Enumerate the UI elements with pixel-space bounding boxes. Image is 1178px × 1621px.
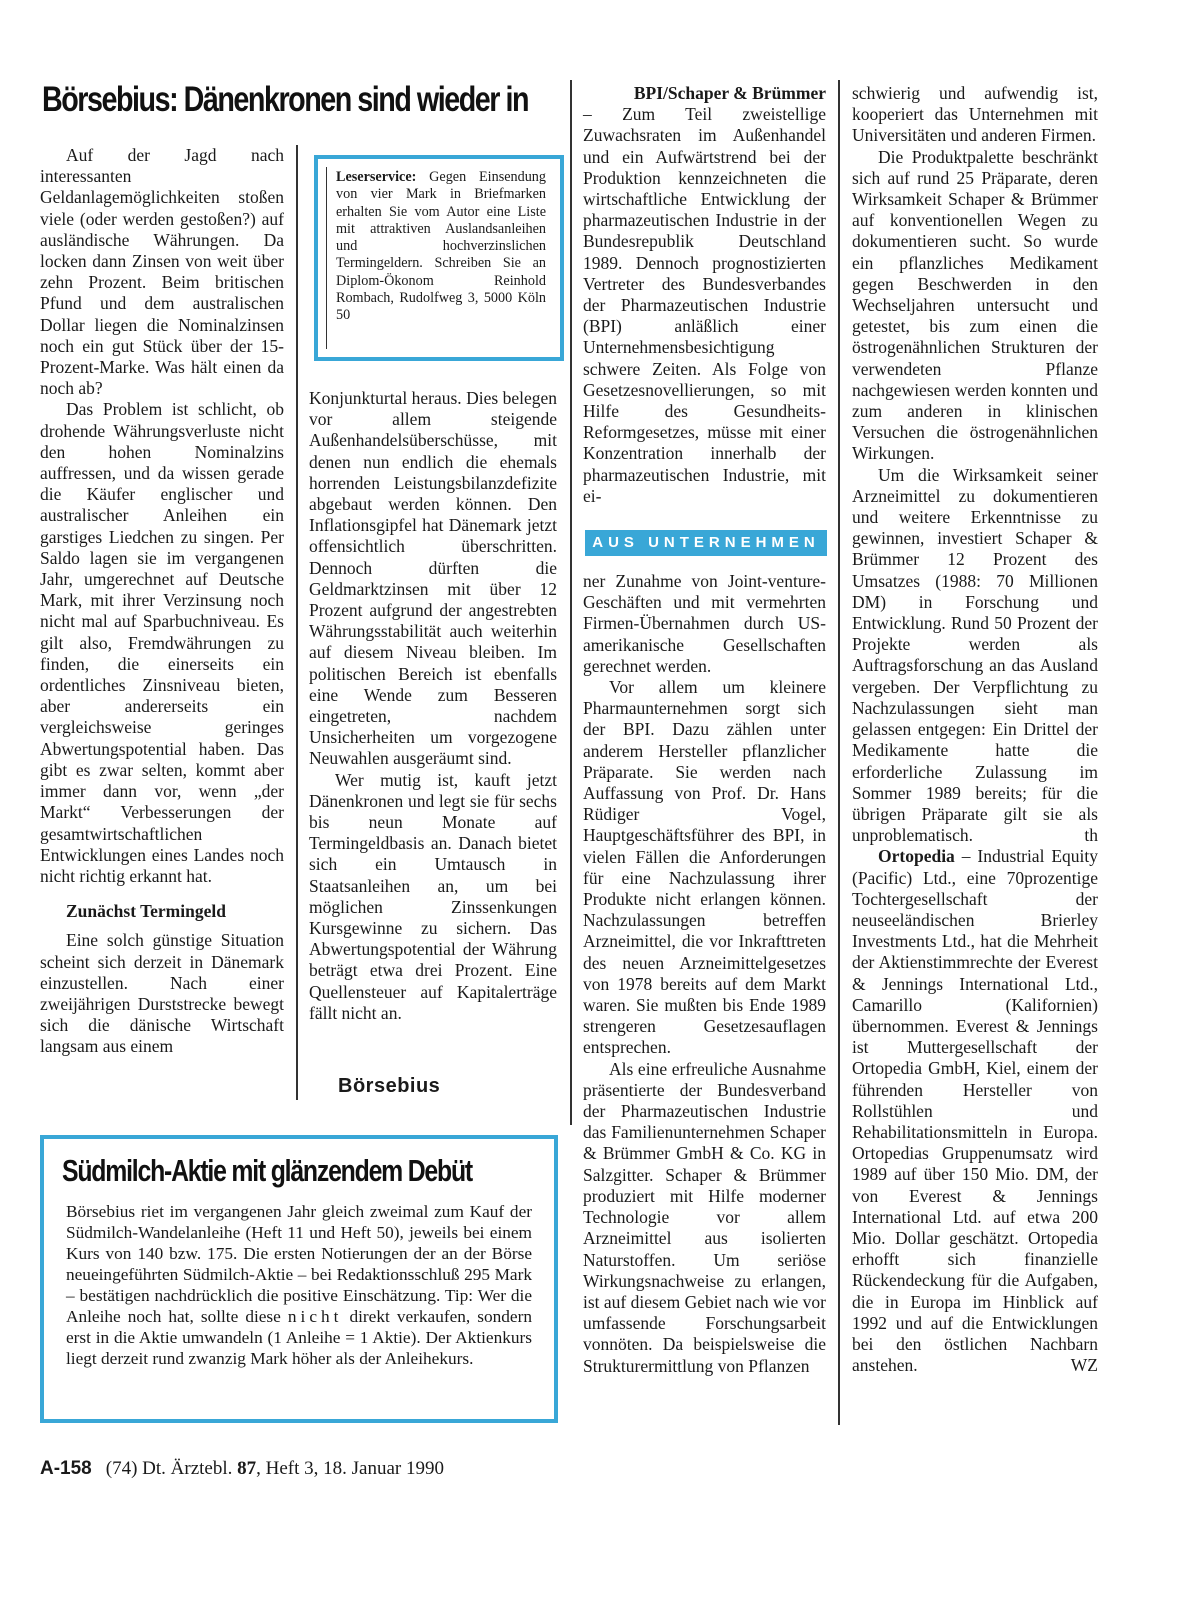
column-3-continued [583, 571, 826, 1377]
box-text-part: Börsebius riet im vergangenen Jahr gleich zweimal zum Kauf der Südmilch-Wandelanleihe (Heft 11 und Heft 50), jeweils bei einem Kurs von 140 bzw. 175. Die ersten Notierungen der an der Börse neueingeführten Südmilch-Aktie – bei Redaktionsschluß 295 Mark – bestätigen nachdrücklich die positive Einschätzung. Tip: Wer die Anleihe noch hat, sollte diese [66, 1202, 532, 1326]
journal-ref: (74) Dt. Ärztebl. [105, 1458, 233, 1479]
subheading: Zunächst Termingeld [66, 901, 226, 922]
paragraph-text: – Industrial Equity (Pacific) Ltd., eine 70prozentige Tochtergesellschaft der neuseeländischen Brierley Investments Ltd., hat die Mehrheit der Aktienstimmrechte der Everest & Jennings International Ltd., Camarillo (Kalifornien) übernommen. Everest & Jennings ist Muttergesellschaft der Ortopedia GmbH, Kiel, einem der führenden Hersteller von Rollstühlen und Rehabilitationsmitteln in Europa. Ortopedias Gruppenumsatz wird 1989 auf über 150 Mio. DM, der von Everest & Jennings International Ltd. auf etwa 200 Mio. Dollar geschätzt. Ortopedia erhofft sich finanzielle Rückendeckung für die Aufgaben, die in Europa im Hinblick auf 1992 und auf die Entwicklungen bei den östlichen Nachbarn anstehen. [852, 846, 1099, 1376]
item-heading: BPI/Schaper & Brümmer [633, 83, 826, 103]
paragraph: Konjunkturtal heraus. Dies belegen vor allem steigende Außenhandelsüberschüsse, mit denen nun endlich die ehemals horrenden Leistungsbilanzdefizite abgebaut werden können. Den Inflationsgipfel hat Dänemark jetzt offensichtlich überschritten. Dennoch dürften die Geldmarktzinsen mit über 12 Prozent aufgrund der angestrebten Währungsstabilität auch weiterhin auf diesem Niveau bleiben. Im politischen Bereich ist ebenfalls eine Wende zum Besseren eingetreten, nachdem Unsicherheiten um vorgezogene Neuwahlen ausgeräumt sind. [309, 388, 557, 769]
box-inner-rule [326, 167, 327, 349]
paragraph: Auf der Jagd nach interessanten Geldanlagemöglichkeiten stoßen viele (oder werden gestoßen?) auf ausländische Währungen. Da locken dann Zinsen von weit über zehn Prozent. Beim britischen Pfund und dem australischen Dollar liegen die Nominalzinsen noch ein gut Stück über der 15-Prozent-Marke. Was hält einen da noch ab? [40, 145, 284, 399]
paragraph: Als eine erfreuliche Ausnahme präsentierte der Bundesverband der Pharmazeutischen Industrie das Familienunternehmen Schaper & Brümmer GmbH & Co. KG in Salzgitter. Schaper & Brümmer produziert mit Hilfe moderner Technologie vor allem Arzneimittel aus isolierten Naturstoffen. Um seriöse Wirkungsnachweise zu erlangen, ist auf diesem Gebiet nach wie vor umfassende Forschungsarbeit vonnöten. Da beispielsweise die Strukturermittlung von Pflanzen [583, 1058, 826, 1376]
volume-number: 87 [237, 1458, 257, 1479]
paragraph: Um die Wirksamkeit seiner Arzneimittel zu dokumentieren und weitere Erkenntnisse zu gewinnen, investiert Schaper & Brümmer 12 Prozent des Umsatzes (1988: 70 Millionen DM) in Forschung und Entwicklung. Rund 50 Prozent der Projekte werden als Auftragsforschung an das Ausland vergeben. Der Verpflichtung zu Nachzulassungen sieht man gelassen entgegen: Ein Drittel der Medikamente hatte die erforderliche Zulassung im Sommer 1989 bereits; für die übrigen Präparate gilt sie als unproblematisch. [852, 464, 1098, 846]
article-headline: Börsebius: Dänenkronen sind wieder in [42, 80, 529, 119]
column-2 [309, 388, 557, 1024]
box-title: Südmilch-Aktie mit glänzendem Debüt [62, 1153, 472, 1188]
author-initials: th [1084, 825, 1098, 846]
column-rule [570, 80, 572, 1125]
paragraph: ner Zunahme von Joint-venture-Geschäften und mit vermehrten Firmen-Übernahmen durch US-amerikanische Gesellschaften gerechnet werden. [583, 571, 826, 676]
column-3 [583, 83, 826, 507]
box-text [66, 1201, 532, 1369]
paragraph: Das Problem ist schlicht, ob drohende Währungsverluste nicht den hohen Nominalzins auffressen, und da wissen gerade die Käufer englischer und australischer Anleihen ein garstiges Liedchen zu singen. Per Saldo lagen sie im vergangenen Jahr, umgerechnet auf Deutsche Mark, mit ihrer Verzinsung noch nicht mal auf Sparbuchniveau. Es gilt also, Fremdwährungen zu finden, die einerseits ein ordentliches Zinsniveau bieten, aber andererseits ein vergleichsweise geringes Abwertungspotential haben. Das gibt es zwar selten, kommt aber immer dann vor, wenn „der Markt“ Verbesserungen der gesamtwirtschaftlichen Entwicklungen eines Landes noch nicht richtig erkannt hat. [40, 399, 284, 886]
emphasis-word: nicht [287, 1307, 343, 1326]
paragraph [852, 846, 1098, 1376]
author-initials: WZ [1070, 1355, 1098, 1376]
box-text-part: direkt verkaufen, sondern erst in die Aktie umwandeln (1 Anleihe = 1 Aktie). Der Aktienkurs liegt derzeit rund zwanzig Mark höher als der Anleihekurs. [66, 1307, 532, 1368]
column-4 [852, 83, 1098, 1376]
column-rule [838, 80, 840, 1425]
paragraph: Eine solch günstige Situation scheint sich derzeit in Dänemark einzustellen. Nach einer zweijährigen Durststrecke bewegt sich die dänische Wirtschaft langsam aus einem [40, 930, 284, 1057]
page-footer [40, 1458, 444, 1480]
paragraph: schwierig und aufwendig ist, kooperiert das Unternehmen mit Universitäten und anderen Firmen. [852, 83, 1098, 146]
author-signature: Börsebius [338, 1075, 441, 1097]
paragraph: Vor allem um kleinere Pharmaunternehmen sorgt sich der BPI. Dazu zählen unter anderem Hersteller pflanzlicher Präparate. Sie werden nach Auffassung von Prof. Dr. Hans Rüdiger Vogel, Hauptgeschäftsführer des BPI, in vielen Fällen die Anforderungen für eine Nachzulassung ihrer Produkte nicht erlangen können. Nachzulassungen betreffen Arzneimittel, die vor Inkrafttreten des neuen Arzneimittelgesetzes von 1978 bereits auf dem Markt waren. Sie mußten bis Ende 1989 strengeren Gesetzesauflagen entsprechen. [583, 677, 826, 1058]
issue-date: , Heft 3, 18. Januar 1990 [256, 1458, 444, 1479]
paragraph: Die Produktpalette beschränkt sich auf rund 25 Präparate, deren Wirksamkeit Schaper & Brümmer auf konventionellen Wegen zu dokumentieren sucht. So wurde ein pflanzliches Medikament gegen Beschwerden in den Wechseljahren untersucht und getestet, bis zum einen die östrogenähnlichen Strukturen der verwendeten Pflanze nachgewiesen werden konnten und zum anderen in klinischen Versuchen die östrogenähnlichen Wirkungen. [852, 146, 1098, 464]
paragraph: Wer mutig ist, kauft jetzt Dänenkronen und legt sie für sechs bis neun Monate auf Termingeldbasis an. Danach bietet sich ein Umtausch in Staatsanleihen an, um bei möglichen Zinssenkungen Kursgewinne zu sichern. Das Abwertungspotential der Währung beträgt etwa drei Prozent. Eine Quellensteuer auf Kapitalerträge fällt nicht an. [309, 769, 557, 1023]
leserservice-label: Leserservice: [336, 169, 417, 185]
column-rule [296, 145, 298, 1100]
suedmilch-box [40, 1135, 558, 1423]
section-banner: AUS UNTERNEHMEN [585, 530, 827, 556]
paragraph: – Zum Teil zweistellige Zuwachsraten im Außenhandel und ein Aufwärtstrend bei der Produktion kennzeichneten die wirtschaftliche Entwicklung der pharmazeutischen Industrie in der Bundesrepublik Deutschland 1989. Dennoch prognostizierten Vertreter des Bundesverbandes der Pharmazeutischen Industrie (BPI) anläßlich einer Unternehmensbesichtigung schwere Zeiten. Als Folge von Gesetzesnovellierungen, so mit Hilfe des Gesundheits-Reformgesetzes, müsse mit einer Konzentration innerhalb der pharmazeutischen Industrie, mit ei- [583, 104, 826, 506]
leserservice-box [314, 155, 564, 361]
column-1 [40, 145, 284, 1058]
leserservice-text: Gegen Einsendung von vier Mark in Briefmarken erhalten Sie vom Autor eine Liste mit attraktiven Auslandsanleihen und hochverzinslichen Termingeldern. Schreiben Sie an Diplom-Ökonom Reinhold Rombach, Rudolfweg 3, 5000 Köln 50 [336, 169, 546, 324]
item-heading: Ortopedia [878, 846, 955, 867]
page-number: A-158 [40, 1458, 92, 1479]
